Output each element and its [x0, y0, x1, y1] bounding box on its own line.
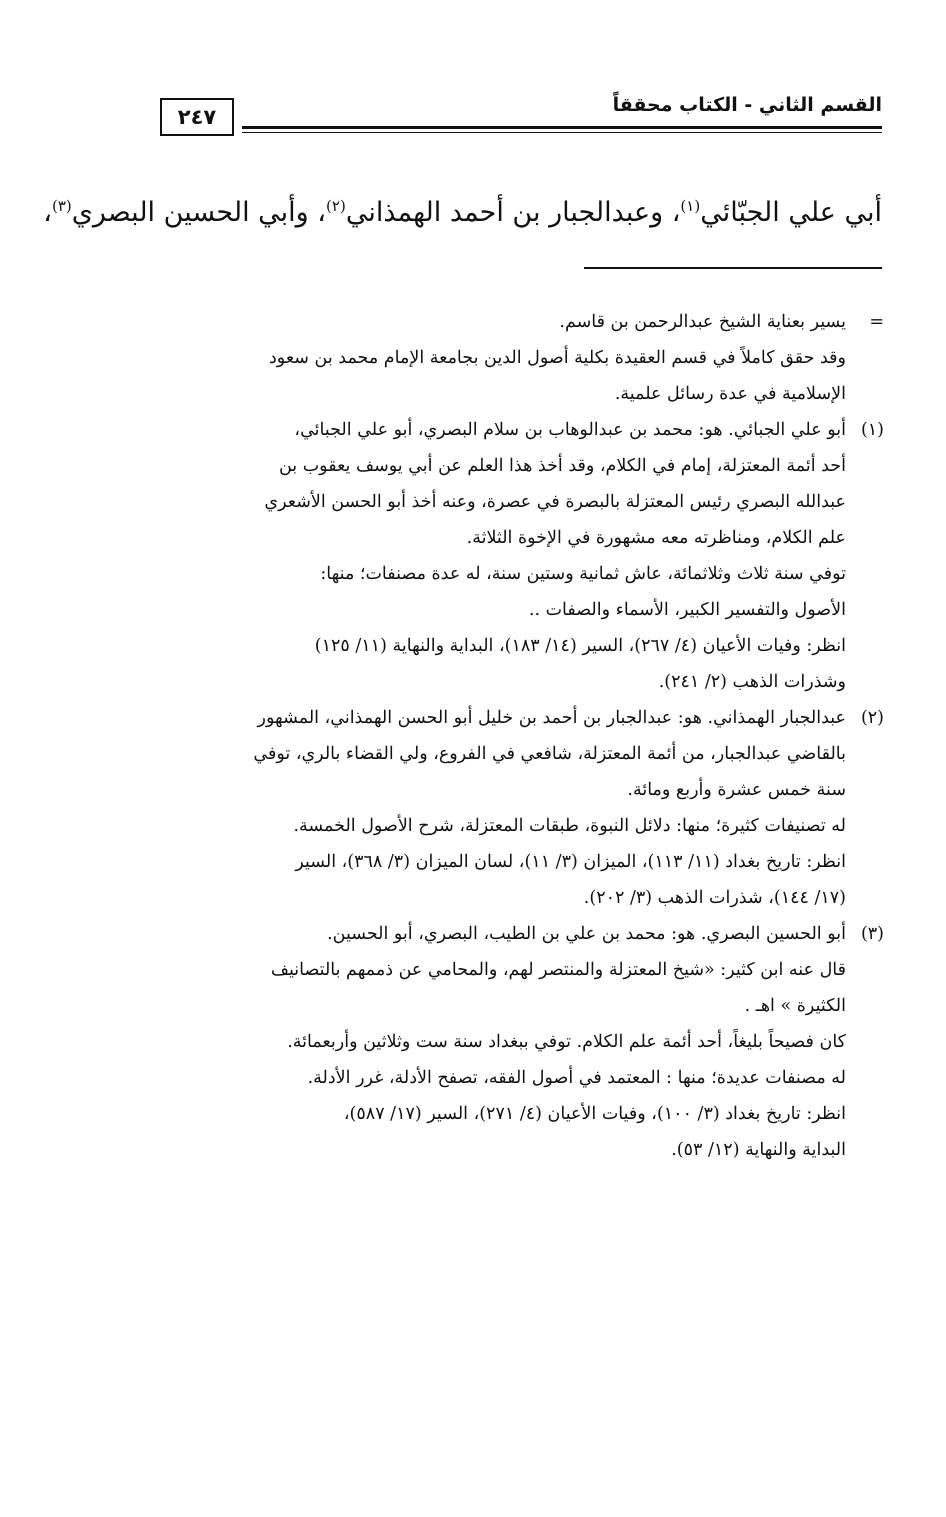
footnote-line: البداية والنهاية (١٢/ ٥٣).	[671, 1140, 846, 1160]
footnote-line: سنة خمس عشرة وأربع ومائة.	[627, 780, 846, 800]
footnote-separator	[584, 267, 882, 269]
main-text-part-1: أبي علي الجبّائي	[700, 197, 882, 228]
footnote-line: الأصول والتفسير الكبير، الأسماء والصفات ..	[528, 600, 846, 620]
footnote-line: عبدالله البصري رئيس المعتزلة بالبصرة في عصرة، وعنه أخذ أبو الحسن الأشعري	[264, 492, 846, 512]
page-number: ٢٤٧	[160, 98, 234, 136]
main-text-part-4: ،	[43, 197, 52, 228]
footnote-2-marker: (٢)	[860, 708, 884, 728]
footnote-ref-2: (٢)	[326, 197, 346, 215]
main-text-part-2: ، وعبدالجبار بن أحمد الهمذاني	[345, 197, 681, 228]
footnote-line: وشذرات الذهب (٢/ ٢٤١).	[658, 672, 846, 692]
footnote-line: انظر: تاريخ بغداد (٣/ ١٠٠)، وفيات الأعيان (٤/ ٢٧١)، السير (١٧/ ٥٨٧)،	[343, 1104, 846, 1124]
footnote-line: الإسلامية في عدة رسائل علمية.	[614, 384, 846, 404]
footnote-3-marker: (٣)	[860, 924, 884, 944]
continuation-marker: =	[869, 312, 884, 332]
footnote-line: أحد أئمة المعتزلة، إمام في الكلام، وقد أخذ هذا العلم عن أبي يوسف يعقوب بن	[278, 456, 846, 476]
footnote-line: كان فصيحاً بليغاً، أحد أئمة علم الكلام. توفي ببغداد سنة ست وثلاثين وأربعمائة.	[287, 1032, 846, 1052]
footnote-line: (١٧/ ١٤٤)، شذرات الذهب (٣/ ٢٠٢).	[583, 888, 846, 908]
footnote-line: وقد حقق كاملاً في قسم العقيدة بكلية أصول الدين بجامعة الإمام محمد بن سعود	[269, 348, 846, 368]
footnote-ref-3: (٣)	[51, 197, 72, 215]
running-header	[160, 92, 882, 144]
footnote-line: علم الكلام، ومناظرته معه مشهورة في الإخوة الثلاثة.	[466, 528, 846, 548]
main-text-part-3: ، وأبي الحسين البصري	[71, 197, 327, 228]
footnote-line: انظر: تاريخ بغداد (١١/ ١١٣)، الميزان (٣/ ١١)، لسان الميزان (٣/ ٣٦٨)، السير	[295, 852, 846, 872]
footnote-line: انظر: وفيات الأعيان (٤/ ٢٦٧)، السير (١٤/ ١٨٣)، البداية والنهاية (١١/ ١٢٥)	[314, 636, 846, 656]
footnote-line: له مصنفات عديدة؛ منها : المعتمد في أصول الفقه، تصفح الأدلة، غرر الأدلة.	[307, 1068, 846, 1088]
header-title: القسم الثاني - الكتاب محققاً	[612, 94, 882, 116]
footnote-line: أبو علي الجبائي. هو: محمد بن عبدالوهاب بن سلام البصري، أبو علي الجبائي،	[294, 420, 846, 440]
footnote-line: أبو الحسين البصري. هو: محمد بن علي بن الطيب، البصري، أبو الحسين.	[327, 924, 846, 944]
footnote-2	[166, 700, 884, 916]
header-rule-thin	[242, 132, 882, 133]
footnote-line: بالقاضي عبدالجبار، من أئمة المعتزلة، شافعي في الفروع، ولي القضاء بالري، توفي	[253, 744, 846, 764]
footnote-line: يسير بعناية الشيخ عبدالرحمن بن قاسم.	[559, 312, 846, 332]
footnote-continuation	[166, 304, 884, 412]
footnotes	[166, 304, 884, 1168]
header-rule	[242, 126, 882, 129]
footnote-line: له تصنيفات كثيرة؛ منها: دلائل النبوة، طبقات المعتزلة، شرح الأصول الخمسة.	[293, 816, 846, 836]
footnote-3	[166, 916, 884, 1168]
main-text	[43, 186, 882, 240]
footnote-line: توفي سنة ثلاث وثلاثمائة، عاش ثمانية وستين سنة، له عدة مصنفات؛ منها:	[320, 564, 846, 584]
footnote-line: الكثيرة » اهـ .	[744, 996, 846, 1016]
footnote-ref-1: (١)	[680, 197, 701, 215]
footnote-line: عبدالجبار الهمذاني. هو: عبدالجبار بن أحمد بن خليل أبو الحسن الهمذاني، المشهور	[257, 708, 846, 728]
footnote-1-marker: (١)	[860, 420, 884, 440]
footnote-1	[166, 412, 884, 700]
footnote-line: قال عنه ابن كثير: «شيخ المعتزلة والمنتصر لهم، والمحامي عن ذممهم بالتصانيف	[270, 960, 846, 980]
